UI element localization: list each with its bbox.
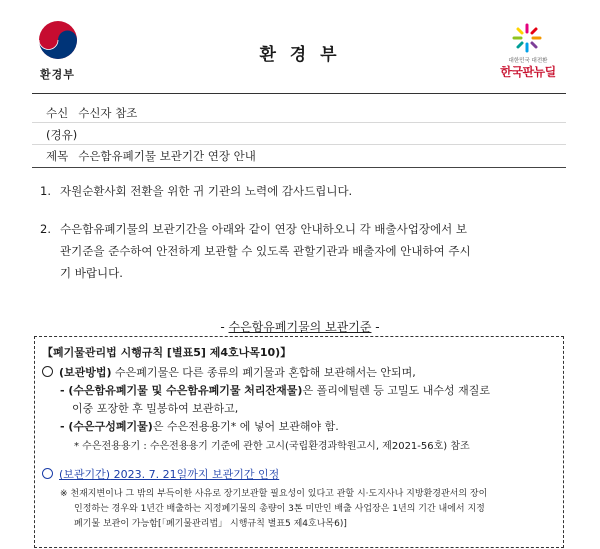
circle-bullet-icon [42, 468, 53, 479]
storage-period-line [42, 466, 279, 482]
note-line: ※ 천재지변이나 그 밖의 부득이한 사유로 장기보관할 필요성이 있다고 관할 시·도지사나 지방환경관서의 장이 [60, 489, 488, 499]
note-line: 폐기물 보관이 가능함[「폐기물관리법」 시행규칙 별표5 제4호나목6)] [74, 519, 347, 529]
section-title-text: 수은함유폐기물의 보관기준 [228, 320, 372, 334]
meta-divider [32, 144, 566, 145]
paragraph-number: 2. [40, 222, 51, 236]
method-label: (보관방법) [59, 366, 112, 379]
period-text: 2023. 7. 21일까지 보관기간 인정 [110, 468, 280, 481]
new-deal-subtitle: 대한민국 대전환 [508, 58, 548, 64]
section-title-dash: - [220, 320, 229, 334]
header-divider [32, 93, 566, 94]
via-label: (경유) [46, 128, 78, 142]
item-text: 은 폴리에틸렌 등 고밀도 내수성 재질로 [302, 384, 490, 397]
paragraph-text: 수은함유폐기물의 보관기간을 아래와 같이 연장 안내하오니 각 배출사업장에서 보 [60, 222, 467, 236]
via-line [46, 127, 77, 143]
exception-note [60, 487, 560, 532]
method-item-2 [60, 418, 339, 434]
ministry-label: 환경부 [40, 68, 75, 81]
new-deal-name: 한국판뉴딜 [500, 65, 556, 79]
footnote: * 수은전용용기 : 수은전용용기 기준에 관한 고시(국립환경과학원고시, 제2021-56호) 참조 [74, 441, 470, 452]
regulation-reference: 【폐기물관리법 시행규칙 [별표5] 제4호나목10)】 [42, 346, 292, 359]
note-line: 인정하는 경우와 1년간 배출하는 지정폐기물의 총량이 3톤 미만인 배출 사업장은 1년의 기간 내에서 지정 [74, 504, 485, 514]
subject-value: 수은함유폐기물 보관기간 연장 안내 [78, 149, 256, 163]
paragraph-1 [40, 180, 564, 202]
circle-bullet-icon [42, 366, 53, 377]
paragraph-number: 1. [40, 184, 51, 198]
storage-method-line [42, 364, 416, 380]
section-title-dash: - [371, 320, 380, 334]
korean-new-deal-logo-icon [510, 22, 544, 54]
item-text: 은 수은전용용기* 에 넣어 보관해야 함. [152, 420, 339, 433]
page-title: 환 경 부 [259, 45, 341, 65]
method-text: 수은폐기물은 다른 종류의 폐기물과 혼합해 보관해서는 안되며, [111, 366, 416, 379]
recipient-value: 수신자 참조 [78, 106, 138, 120]
section-title [0, 318, 600, 335]
paragraph-2 [40, 218, 564, 284]
paragraph-text: 기 바랍니다. [60, 266, 123, 280]
item-label: - (수은함유폐기물 및 수은함유폐기물 처리잔재물) [60, 384, 303, 397]
subject-divider [32, 167, 566, 168]
meta-divider [32, 122, 566, 123]
recipient-label: 수신 [46, 106, 69, 120]
recipient-line [46, 105, 137, 121]
method-item-1-cont: 이중 포장한 후 밀봉하여 보관하고, [72, 402, 239, 415]
method-item-1 [60, 382, 490, 398]
subject-line [46, 148, 256, 164]
item-label: - (수은구성폐기물) [60, 420, 153, 433]
paragraph-text: 자원순환사회 전환을 위한 귀 기관의 노력에 감사드립니다. [60, 184, 353, 198]
subject-label: 제목 [46, 149, 69, 163]
period-label: (보관기간) [59, 468, 111, 481]
paragraph-text: 관기준을 준수하여 안전하게 보관할 수 있도록 관할기관과 배출자에 안내하여 주시 [60, 244, 471, 258]
